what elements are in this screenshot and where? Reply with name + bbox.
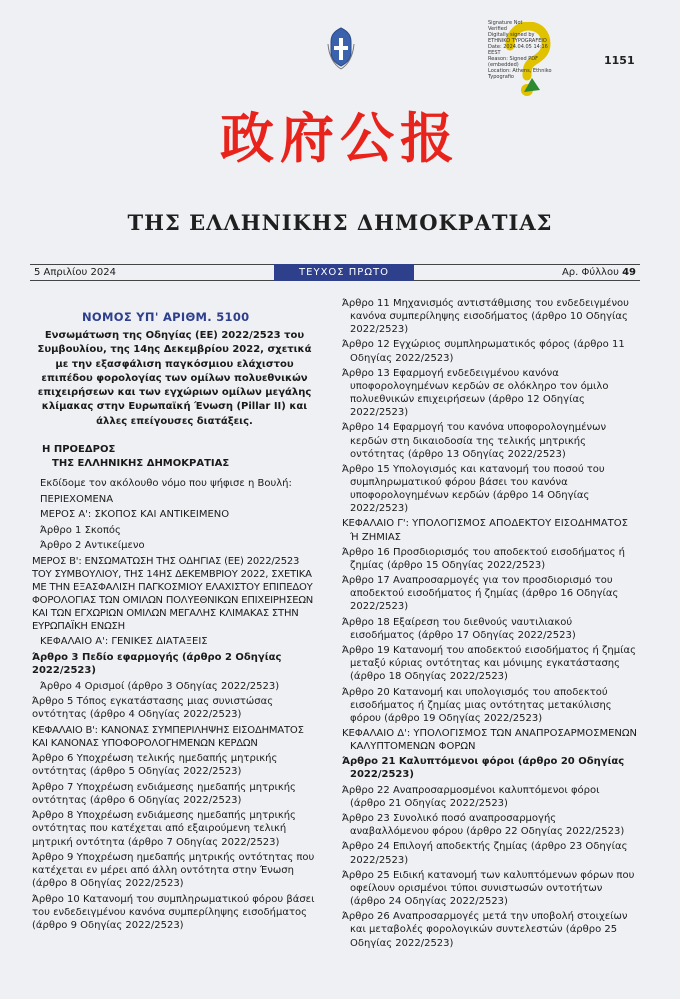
list-item: Άρθρο 18 Εξαίρεση του διεθνούς ναυτιλιακού εισοδήματος (άρθρο 17 Οδηγίας 2022/2523) bbox=[342, 616, 576, 641]
list-item: Άρθρο 9 Υποχρέωση ημεδαπής μητρικής οντότητας που κατέχεται εν μέρει από άλλη οντότητα στην Ένωση (άρθρο 8 Οδηγίας 2022/2523) bbox=[32, 851, 315, 890]
list-item: Άρθρο 4 Ορισμοί (άρθρο 3 Οδηγίας 2022/2523) bbox=[40, 680, 280, 692]
list-item: Άρθρο 12 Εγχώριος συμπληρωματικός φόρος (άρθρο 11 Οδηγίας 2022/2523) bbox=[342, 339, 625, 364]
greek-title: ΤΗΣ ΕΛΛΗΝΙΚΗΣ ΔΗΜΟΚΡΑΤΙΑΣ bbox=[127, 210, 553, 235]
list-item: ΚΕΦΑΛΑΙΟ Α': ΓΕΝΙΚΕΣ ΔΙΑΤΑΞΕΙΣ bbox=[40, 636, 208, 648]
greek-coat-of-arms-icon bbox=[327, 26, 355, 70]
issue-info-bar bbox=[30, 264, 640, 281]
list-item: ΚΕΦΑΛΑΙΟ Δ': ΥΠΟΛΟΓΙΣΜΟΣ ΤΩΝ ΑΝΑΠΡΟΣΑΡΜΟΣΜΕΝΩΝ ΚΑΛΥΠΤΟΜΕΝΩΝ ΦΟΡΩΝ bbox=[342, 727, 637, 753]
sheet-number bbox=[562, 267, 636, 278]
page-number: 1151 bbox=[604, 54, 635, 67]
list-item: Άρθρο 14 Εφαρμογή του κανόνα υποφορολογημένων κερδών στη δικαιοδοσία της τελικής μητρικής οντότητας (άρθρο 13 Οδηγίας 2022/2523) bbox=[342, 422, 607, 460]
list-item: Άρθρο 23 Συνολικό ποσό αναπροσαρμογής αναβαλλόμενου φόρου (άρθρο 22 Οδηγίας 2022/2523) bbox=[342, 813, 625, 838]
president-line-2: ΤΗΣ ΕΛΛΗΝΙΚΗΣ ΔΗΜΟΚΡΑΤΙΑΣ bbox=[52, 458, 230, 470]
list-item: Άρθρο 19 Κατανομή του αποδεκτού εισοδήματος ή ζημίας μεταξύ κύριας οντότητας και μόνιμης εγκατάστασης (άρθρο 18 Οδηγίας 2022/2523) bbox=[342, 645, 636, 683]
law-description: Ενσωμάτωση της Οδηγίας (ΕΕ) 2022/2523 του Συμβουλίου, της 14ης Δεκεμβρίου 2022, σχετικά με την εξασφάλιση παγκόσμιου ελάχιστου επιπέδου φορολογίας των ομίλων πολυεθνικών επιχειρήσεων και των εγχώριων ομίλων μεγάλης κλίμακας στην Ευρωπαϊκή Ένωση (Pillar II) και άλλες επείγουσες διατάξεις. bbox=[37, 330, 312, 427]
signature-not-verified-stamp bbox=[488, 20, 570, 108]
issue-date: 5 Απριλίου 2024 bbox=[34, 267, 116, 278]
right-column bbox=[342, 297, 638, 952]
list-item: Άρθρο 26 Αναπροσαρμογές μετά την υποβολή στοιχείων και μεταβολές φορολογικών συντελεστών (άρθρο 25 Οδηγίας 2022/2523) bbox=[342, 911, 628, 949]
list-item: Άρθρο 7 Υποχρέωση ενδιάμεσης ημεδαπής μητρικής οντότητας (άρθρο 6 Οδηγίας 2022/2523) bbox=[32, 781, 296, 806]
law-title: ΝΟΜΟΣ ΥΠ' ΑΡΙΘΜ. 5100 bbox=[82, 310, 250, 324]
president-line-1: Η ΠΡΟΕΔΡΟΣ bbox=[42, 444, 116, 456]
list-item: ΚΕΦΑΛΑΙΟ Γ': ΥΠΟΛΟΓΙΣΜΟΣ ΑΠΟΔΕΚΤΟΥ ΕΙΣΟΔΗΜΑΤΟΣ Ή ΖΗΜΙΑΣ bbox=[342, 518, 628, 543]
list-item: Άρθρο 1 Σκοπός bbox=[40, 524, 121, 536]
list-item: Άρθρο 24 Επιλογή αποδεκτής ζημίας (άρθρο 23 Οδηγίας 2022/2523) bbox=[342, 841, 628, 866]
president-heading bbox=[42, 443, 317, 471]
list-item: Άρθρο 6 Υποχρέωση τελικής ημεδαπής μητρικής οντότητας (άρθρο 5 Οδηγίας 2022/2523) bbox=[32, 753, 278, 778]
list-item: Άρθρο 10 Κατανομή του συμπληρωματικού φόρου βάσει του ενδεδειγμένου κανόνα συμπερίληψης εισοδήματος (άρθρο 9 Οδηγίας 2022/2523) bbox=[32, 893, 315, 931]
list-item: Άρθρο 2 Αντικείμενο bbox=[40, 540, 145, 552]
list-item: Εκδίδομε τον ακόλουθο νόμο που ψήφισε η Βουλή: bbox=[40, 478, 292, 490]
list-item: Άρθρο 22 Αναπροσαρμοσμένοι καλυπτόμενοι φόροι (άρθρο 21 Οδηγίας 2022/2523) bbox=[342, 784, 600, 809]
list-item: Άρθρο 5 Τόπος εγκατάστασης μιας συνιστώσας οντότητας (άρθρο 4 Οδηγίας 2022/2523) bbox=[32, 696, 274, 721]
list-item: Άρθρο 15 Υπολογισμός και κατανομή του ποσού του συμπληρωματικού φόρου βάσει του κανόνα υποφορολογημένων κερδών (άρθρο 14 Οδηγίας 2022/2523) bbox=[342, 463, 605, 515]
list-item: Άρθρο 17 Αναπροσαρμογές για τον προσδιορισμό του αποδεκτού εισοδήματος ή ζημίας (άρθρο 16 Οδηγίας 2022/2523) bbox=[342, 575, 619, 613]
list-item: ΜΕΡΟΣ Β': ΕΝΣΩΜΑΤΩΣΗ ΤΗΣ ΟΔΗΓΙΑΣ (ΕΕ) 2022/2523 ΤΟΥ ΣΥΜΒΟΥΛΙΟΥ, ΤΗΣ 14ΗΣ ΔΕΚΕΜΒΡΙΟΥ 2022, ΣΧΕΤΙΚΑ ΜΕ ΤΗΝ ΕΞΑΣΦΑΛΙΣΗ ΠΑΓΚΟΣΜΙΟΥ ΕΛΑΧΙΣΤΟΥ ΕΠΙΠΕΔΟΥ ΦΟΡΟΛΟΓΙΑΣ ΤΩΝ ΟΜΙΛΩΝ ΠΟΛΥΕΘΝΙΚΩΝ ΕΠΙΧΕΙΡΗΣΕΩΝ ΚΑΙ ΤΩΝ ΕΓΧΩΡΙΩΝ ΟΜΙΛΩΝ ΜΕΓΑΛΗΣ ΚΛΙΜΑΚΑΣ ΣΤΗΝ ΕΥΡΩΠΑΪΚΗ ΕΝΩΣΗ bbox=[32, 555, 314, 632]
sheet-number-value: 49 bbox=[622, 267, 636, 278]
contents-list-right bbox=[342, 297, 638, 950]
signature-text: Signature Not Verified Digitally signed by ETHNIKO TYPOGRAFEIO Date: 2024.04.05 14:16 EEST Reason: Signed PDF (embedded) Location: Athens, Ethniko Typografio bbox=[488, 20, 552, 80]
issue-series-label: ΤΕΥΧΟΣ ΠΡΩΤΟ bbox=[274, 264, 414, 281]
list-item: Άρθρο 3 Πεδίο εφαρμογής (άρθρο 2 Οδηγίας 2022/2523) bbox=[32, 651, 282, 677]
sheet-label: Αρ. Φύλλου bbox=[561, 267, 619, 278]
left-column bbox=[32, 290, 317, 934]
list-item: Άρθρο 16 Προσδιορισμός του αποδεκτού εισοδήματος ή ζημίας (άρθρο 15 Οδηγίας 2022/2523) bbox=[342, 546, 626, 571]
contents-list-left bbox=[32, 477, 317, 932]
list-item: ΜΕΡΟΣ Α': ΣΚΟΠΟΣ ΚΑΙ ΑΝΤΙΚΕΙΜΕΝΟ bbox=[40, 509, 230, 521]
list-item: ΠΕΡΙΕΧΟΜΕΝΑ bbox=[40, 493, 114, 505]
list-item: Άρθρο 8 Υποχρέωση ενδιάμεσης ημεδαπής μητρικής οντότητας που κατέχεται από εξαιρούμενη τελική μητρική οντότητα (άρθρο 7 Οδηγίας 2022/2523) bbox=[32, 810, 296, 848]
list-item: Άρθρο 11 Μηχανισμός αντιστάθμισης του ενδεδειγμένου κανόνα συμπερίληψης εισοδήματος (άρθρο 10 Οδηγίας 2022/2523) bbox=[342, 298, 629, 336]
list-item: Άρθρο 20 Κατανομή και υπολογισμός του αποδεκτού εισοδήματος ή ζημίας μιας οντότητας μετακύλισης φόρου (άρθρο 19 Οδηγίας 2022/2523) bbox=[342, 686, 612, 724]
chinese-title: 政府公报 bbox=[220, 107, 460, 170]
list-item: Άρθρο 13 Εφαρμογή ενδεδειγμένου κανόνα υποφορολογημένων κερδών σε ολόκληρο τον όμιλο πολυεθνικών επιχειρήσεων (άρθρο 12 Οδηγίας 2022/2523) bbox=[342, 367, 609, 419]
list-item: Άρθρο 21 Καλυπτόμενοι φόροι (άρθρο 20 Οδηγίας 2022/2523) bbox=[342, 756, 625, 781]
list-item: ΚΕΦΑΛΑΙΟ Β': ΚΑΝΟΝΑΣ ΣΥΜΠΕΡΙΛΗΨΗΣ ΕΙΣΟΔΗΜΑΤΟΣ ΚΑΙ ΚΑΝΟΝΑΣ ΥΠΟΦΟΡΟΛΟΓΗΜΕΝΩΝ ΚΕΡΔΩΝ bbox=[32, 724, 304, 749]
list-item: Άρθρο 25 Ειδική κατανομή των καλυπτόμενων φόρων που οφείλουν ορισμένοι τύποι συνιστωσών οντοτήτων (άρθρο 24 Οδηγίας 2022/2523) bbox=[342, 869, 635, 908]
